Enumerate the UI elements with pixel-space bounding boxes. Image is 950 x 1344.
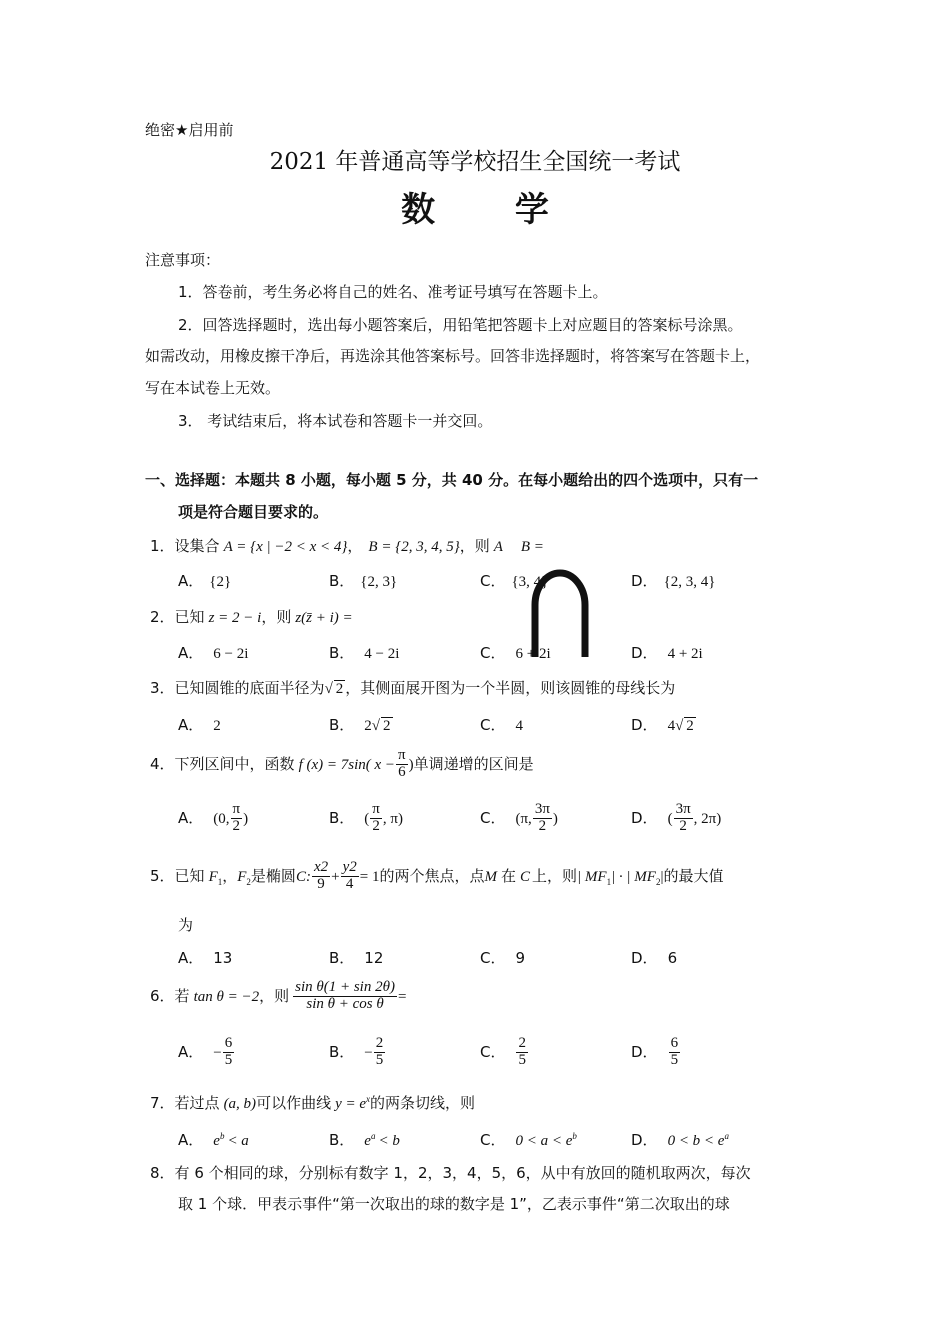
math-subscript: 1: [217, 876, 223, 887]
option-value: 2: [213, 718, 221, 734]
separator: ，: [222, 866, 238, 885]
option-label: C．: [480, 808, 506, 827]
question-8-line-2: 取 1 个球．甲表示事件“第一次取出的球的数字是 1”，乙表示事件“第二次取出的球: [178, 1195, 730, 1213]
question-text: ，其侧面展开图为一个半圆，则该圆锥的母线长为: [345, 679, 676, 697]
option-right: , π): [382, 810, 403, 827]
option-coefficient: 4: [667, 718, 676, 734]
question-7: [150, 1092, 475, 1113]
question-6: [150, 980, 406, 1013]
option-pre: e: [364, 1133, 371, 1149]
option-b: [329, 642, 399, 663]
option-left: (π,: [515, 810, 532, 827]
option-value: 6 + 2i: [515, 646, 551, 662]
question-number: 1．: [150, 537, 175, 555]
math-focus-2: F: [237, 868, 247, 885]
option-c: [480, 642, 551, 663]
option-label: C．: [480, 716, 506, 734]
option-value: 4 + 2i: [667, 646, 703, 662]
fraction-denominator: 2: [679, 817, 687, 834]
option-coefficient: 2: [364, 718, 372, 734]
fraction-denominator: 5: [670, 1051, 679, 1068]
option-label: D．: [631, 949, 658, 967]
math-exponent: a: [724, 1131, 729, 1141]
question-number: 2．: [150, 608, 175, 626]
option-label: C．: [480, 1042, 506, 1061]
question-number: 4．: [150, 754, 175, 773]
fraction-denominator: 5: [518, 1051, 526, 1068]
question-number: 3．: [150, 679, 175, 697]
secret-label: 绝密★启用前: [145, 121, 234, 139]
section-heading-line-1: 一、选择题：本题共 8 小题，每小题 5 分，共 40 分。在每小题给出的四个选项中，只有一: [145, 471, 759, 489]
fraction-denominator: 9: [317, 875, 325, 892]
option-label: D．: [631, 808, 658, 827]
question-number: 6．: [150, 986, 175, 1005]
option-label: B．: [329, 572, 355, 590]
section-heading-line-2: 项是符合题目要求的。: [178, 503, 329, 521]
math-ellipse-name: C:: [295, 868, 311, 885]
fraction-numerator: 3π: [675, 801, 691, 817]
question-number: 8．: [150, 1164, 175, 1182]
option-label: B．: [329, 1131, 355, 1149]
math-given: tan θ = −2: [193, 988, 260, 1005]
option-d: [631, 570, 715, 591]
math-curve: y = e: [335, 1096, 367, 1112]
fraction-denominator: 5: [224, 1051, 233, 1068]
option-value: 6 − 2i: [213, 646, 249, 662]
option-b: [329, 802, 403, 835]
math-exponent: b: [572, 1131, 577, 1141]
question-number: 7．: [150, 1094, 175, 1112]
option-a: [178, 714, 221, 735]
option-label: C．: [480, 949, 506, 967]
option-b: B． 2√ 2: [329, 716, 391, 734]
option-d: [631, 947, 677, 968]
question-4: [150, 748, 534, 781]
option-label: A．: [178, 1131, 204, 1149]
question-text: 在: [500, 866, 516, 885]
option-c: [480, 1129, 577, 1150]
question-text: 若: [174, 986, 190, 1005]
fraction-numerator: π: [232, 801, 241, 817]
option-label: A．: [178, 716, 204, 734]
notice-item-3: 3． 考试结束后，将本试卷和答题卡一并交回。: [178, 412, 493, 430]
math-paren: ): [408, 756, 414, 773]
math-set-b: B = {2, 3, 4, 5}: [368, 539, 460, 555]
option-a: [178, 570, 231, 591]
question-text: ，则: [261, 608, 292, 626]
math-bar: |: [660, 868, 664, 885]
option-post: < a: [227, 1133, 249, 1149]
question-text: 已知: [174, 866, 205, 885]
option-c: [480, 947, 525, 968]
option-label: A．: [178, 644, 204, 662]
option-right: ): [552, 810, 558, 827]
option-left: (: [667, 810, 673, 827]
option-label: C．: [480, 1131, 506, 1149]
fraction-numerator: 2: [375, 1035, 384, 1051]
option-label: B．: [329, 716, 355, 734]
question-text: 设集合: [174, 537, 220, 555]
math-distance-2: | · | MF: [611, 868, 656, 885]
notice-item-2-line-2: 如需改动，用橡皮擦干净后，再选涂其他答案标号。回答非选择题时，将答案写在答题卡上，: [145, 347, 761, 365]
option-left: (0,: [213, 810, 230, 827]
option-c: [480, 802, 558, 835]
math-subscript: 1: [606, 876, 612, 887]
option-label: B．: [329, 1042, 355, 1061]
option-radicand: 2: [686, 718, 694, 734]
fraction-denominator: 2: [232, 817, 241, 834]
exam-subject: 数 学: [401, 190, 583, 230]
question-text: 若过点: [174, 1094, 220, 1112]
math-focus-1: F: [208, 868, 218, 885]
option-value: 12: [364, 949, 384, 967]
math-operator: +: [331, 868, 340, 885]
option-pre: e: [213, 1133, 220, 1149]
option-value: {2, 3, 4}: [663, 574, 716, 590]
option-label: D．: [631, 644, 658, 662]
option-right: ): [243, 810, 249, 827]
option-label: A．: [178, 808, 204, 827]
option-label: A．: [178, 949, 204, 967]
math-given: z = 2 − i: [208, 610, 262, 626]
fraction-numerator: π: [398, 747, 406, 763]
option-pre: 0 < a < e: [515, 1133, 573, 1149]
math-exponent: x: [366, 1094, 371, 1104]
question-text: 下列区间中，函数: [174, 754, 295, 773]
option-a: [178, 1036, 235, 1069]
notice-item-2-line-3: 写在本试卷上无效。: [145, 379, 281, 397]
fraction-numerator: x2: [313, 859, 329, 875]
option-a: [178, 1129, 249, 1150]
math-expr: z(z̄ + i) =: [295, 610, 353, 626]
fraction-denominator: sin θ + cos θ: [306, 995, 384, 1012]
math-equals: =: [397, 988, 407, 1005]
option-b: [329, 1129, 400, 1150]
option-a: [178, 947, 232, 968]
math-point: (a, b): [223, 1096, 257, 1112]
question-text: 可以作曲线: [256, 1094, 332, 1112]
question-8: [150, 1162, 751, 1183]
fraction-denominator: 2: [372, 817, 380, 834]
option-value: {2, 3}: [360, 574, 398, 590]
math-expr-b: B =: [520, 539, 544, 555]
option-label: C．: [480, 572, 506, 590]
math-equals: = 1: [359, 868, 380, 885]
math-radicand: 2: [335, 681, 344, 697]
option-label: D．: [631, 1131, 658, 1149]
math-function: f (x) = 7sin( x −: [298, 756, 396, 773]
question-text: 有 6 个相同的球，分别标有数字 1，2，3，4，5，6，从中有放回的随机取两次，每次: [174, 1164, 751, 1182]
option-value: 6: [667, 949, 678, 967]
option-b: [329, 1036, 386, 1069]
question-text: 的两个焦点，点: [379, 866, 485, 885]
math-set-a: A = {x | −2 < x < 4}: [223, 539, 348, 555]
option-label: D．: [631, 716, 658, 734]
option-d: [631, 802, 721, 835]
option-value: 4 − 2i: [364, 646, 400, 662]
option-label: C．: [480, 644, 506, 662]
fraction-denominator: 2: [538, 817, 547, 834]
math-exponent: b: [219, 1131, 225, 1141]
notice-heading: 注意事项：: [145, 251, 221, 269]
math-point: M: [484, 868, 497, 885]
question-2: [150, 606, 353, 627]
question-text: 的最大值: [663, 866, 724, 885]
option-label: D．: [631, 572, 658, 590]
option-value: 9: [515, 949, 526, 967]
question-text: ，则: [259, 986, 290, 1005]
option-label: A．: [178, 572, 204, 590]
fraction-denominator: 4: [345, 875, 354, 892]
option-d: D． 4√ 2: [631, 716, 694, 734]
option-post: < b: [378, 1133, 400, 1149]
option-c: [480, 1036, 529, 1069]
math-distance-1: | MF: [577, 868, 607, 885]
fraction-numerator: 6: [224, 1035, 233, 1051]
option-d: [631, 1129, 729, 1150]
question-1: [150, 535, 544, 556]
math-subscript: 2: [655, 876, 661, 887]
question-text: 已知圆锥的底面半径为: [174, 679, 325, 697]
option-label: D．: [631, 1042, 658, 1061]
option-radicand: 2: [383, 718, 391, 734]
fraction-numerator: 3π: [534, 801, 550, 817]
option-value: {2}: [209, 574, 232, 590]
question-text: 是椭圆: [250, 866, 296, 885]
option-sign: −: [364, 1044, 373, 1061]
exam-title: 2021 年普通高等学校招生全国统一考试: [269, 149, 681, 175]
option-value: 4: [515, 718, 523, 734]
math-exponent: a: [370, 1131, 376, 1141]
option-value: 13: [213, 949, 233, 967]
question-5: [150, 860, 724, 893]
option-b: [329, 947, 383, 968]
fraction-denominator: 5: [375, 1051, 384, 1068]
question-text: 已知: [174, 608, 205, 626]
option-value: {3, 4}: [511, 574, 549, 590]
separator: ，: [347, 537, 363, 555]
question-3: 3．已知圆锥的底面半径为√ 2 ，其侧面展开图为一个半圆，则该圆锥的母线长为: [150, 679, 676, 697]
option-label: B．: [329, 949, 355, 967]
math-curve: C: [520, 868, 531, 885]
question-5-line-2: 为: [178, 916, 194, 934]
option-d: [631, 642, 703, 663]
question-number: 5．: [150, 866, 175, 885]
option-label: A．: [178, 1042, 204, 1061]
option-sign: −: [213, 1044, 222, 1061]
option-left: (: [364, 810, 370, 827]
fraction-denominator: 6: [398, 763, 406, 780]
option-label: B．: [329, 644, 355, 662]
question-text: ，则: [459, 537, 490, 555]
math-subscript: 2: [246, 876, 251, 887]
option-label: B．: [329, 808, 355, 827]
option-a: [178, 642, 248, 663]
option-c: [480, 714, 523, 735]
fraction-numerator: π: [372, 801, 380, 817]
fraction-numerator: y2: [342, 859, 357, 875]
question-text: 单调递增的区间是: [413, 754, 534, 773]
notice-item-2-line-1: 2．回答选择题时，选出每小题答案后，用铅笔把答题卡上对应题目的答案标号涂黑。: [178, 316, 743, 334]
fraction-numerator: 2: [518, 1035, 526, 1051]
fraction-numerator: 6: [670, 1035, 679, 1051]
question-text: 上，则: [532, 866, 578, 885]
question-text: 的两条切线，则: [370, 1094, 476, 1112]
option-pre: 0 < b < e: [667, 1133, 725, 1149]
notice-item-1: 1．答卷前，考生务必将自己的姓名、准考证号填写在答题卡上。: [178, 283, 608, 301]
fraction-numerator: sin θ(1 + sin 2θ): [295, 979, 395, 995]
option-d: [631, 1036, 681, 1069]
option-right: , 2π): [693, 810, 722, 827]
math-expr-a: A: [493, 539, 503, 555]
option-b: [329, 570, 397, 591]
option-a: [178, 802, 248, 835]
